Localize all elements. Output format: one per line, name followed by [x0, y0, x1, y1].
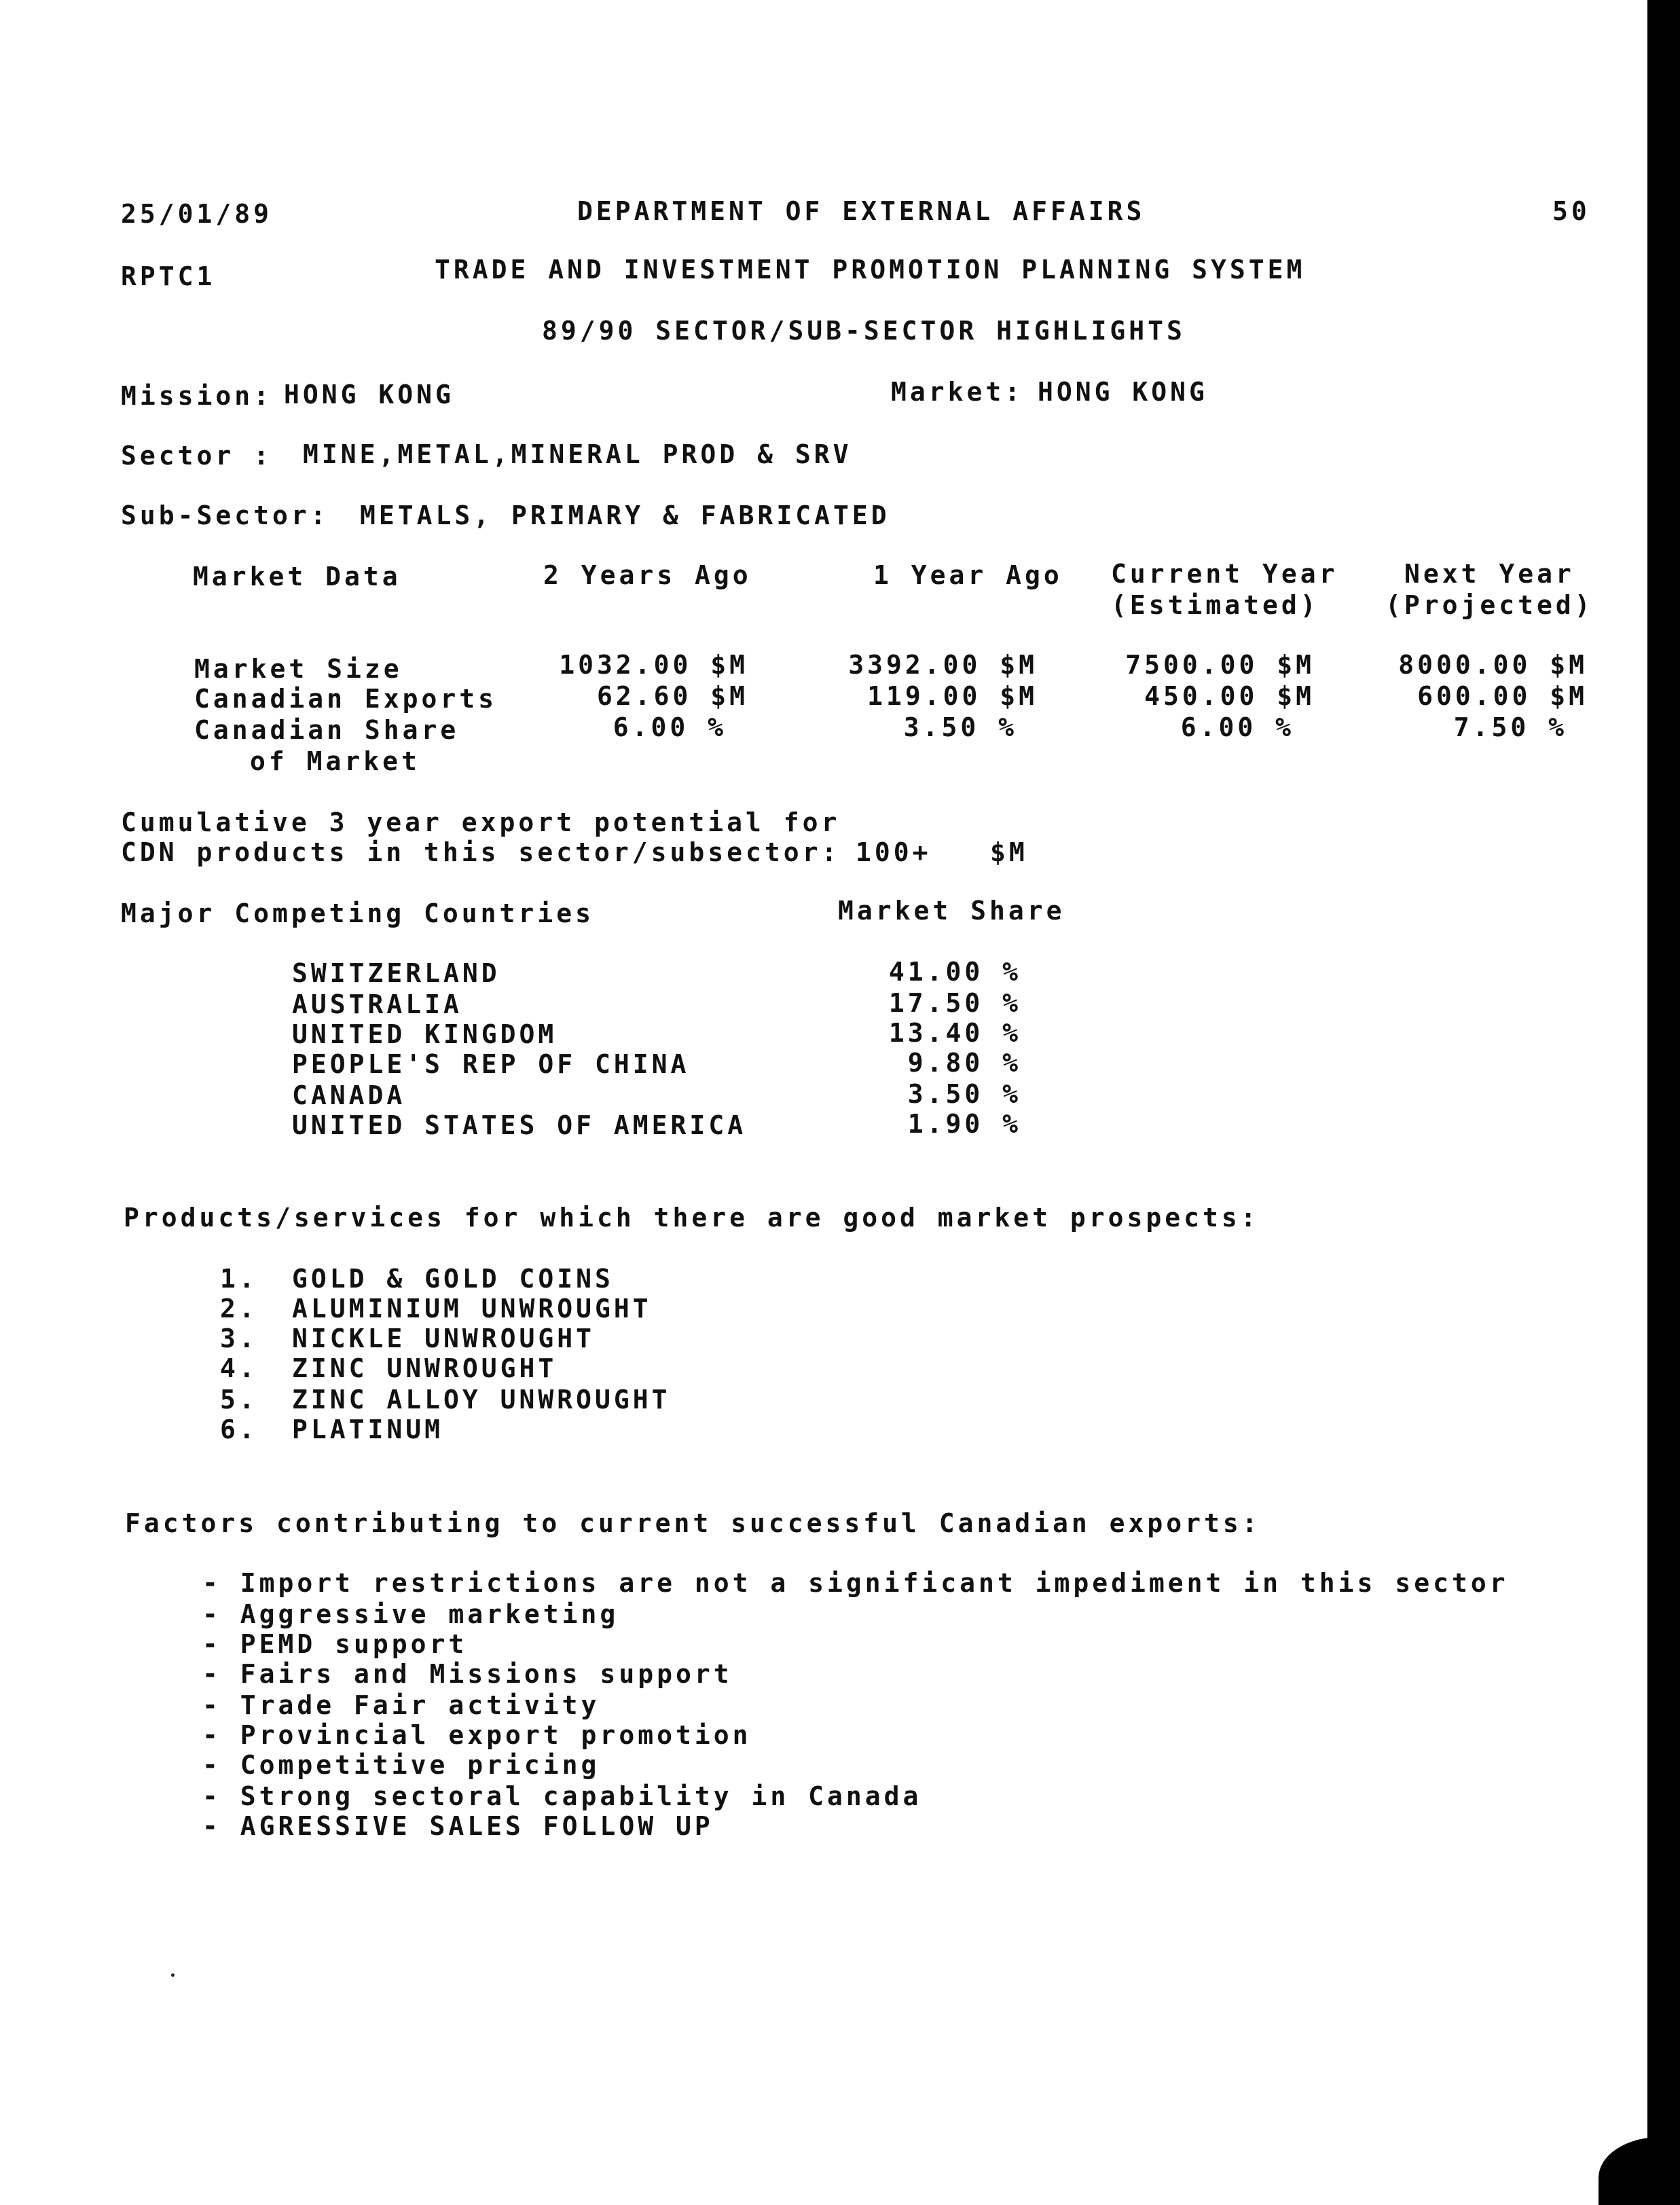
cell-current-year: 450.00 $M — [1144, 681, 1315, 711]
list-item: - PEMD support — [202, 1629, 468, 1659]
cell-1-year: 119.00 $M — [867, 681, 1038, 711]
subsector-value: METALS, PRIMARY & FABRICATED — [360, 500, 890, 530]
country-share: 3.50 % — [907, 1079, 1021, 1109]
table-header-current-year: Current Year — [1111, 559, 1338, 589]
row-label: Market Size — [194, 654, 403, 684]
list-item: - Competitive pricing — [202, 1750, 600, 1780]
list-item: - Aggressive marketing — [202, 1599, 619, 1629]
table-header-estimated: (Estimated) — [1111, 590, 1319, 620]
table-header-projected: (Projected) — [1385, 590, 1594, 620]
item-number: 1. — [220, 1264, 258, 1294]
row-label: Canadian Exports — [194, 684, 498, 714]
potential-unit: $M — [990, 837, 1028, 867]
cell-next-year: 600.00 $M — [1417, 681, 1588, 711]
market-label: Market: — [891, 377, 1024, 407]
potential-line-2: CDN products in this sector/subsector: — [121, 837, 841, 867]
table-header-1-year: 1 Year Ago — [873, 560, 1063, 590]
system-title: TRADE AND INVESTMENT PROMOTION PLANNING SYSTEM — [435, 255, 1306, 285]
item-number: 4. — [220, 1353, 258, 1383]
item-number: 3. — [220, 1324, 258, 1353]
list-item: - Trade Fair activity — [202, 1690, 600, 1720]
country-name: CANADA — [292, 1080, 406, 1110]
cell-current-year: 6.00 % — [1180, 712, 1294, 742]
table-header-2-years: 2 Years Ago — [543, 560, 752, 590]
item-text: ZINC ALLOY UNWROUGHT — [292, 1385, 671, 1415]
sector-value: MINE,METAL,MINERAL PROD & SRV — [303, 439, 852, 469]
item-number: 2. — [220, 1294, 258, 1324]
list-item: - Provincial export promotion — [202, 1720, 752, 1750]
cell-next-year: 8000.00 $M — [1398, 650, 1588, 680]
item-text: ZINC UNWROUGHT — [292, 1353, 558, 1383]
item-number: 6. — [220, 1415, 258, 1444]
prospects-header: Products/services for which there are good market prospects: — [124, 1203, 1260, 1233]
competitors-header: Major Competing Countries — [121, 898, 594, 928]
department-title: DEPARTMENT OF EXTERNAL AFFAIRS — [577, 196, 1146, 226]
cell-1-year: 3392.00 $M — [848, 650, 1038, 680]
scan-speck — [171, 1973, 175, 1977]
item-number: 5. — [220, 1385, 258, 1415]
country-name: PEOPLE'S REP OF CHINA — [292, 1049, 690, 1079]
list-item: - Strong sectoral capability in Canada — [202, 1781, 922, 1811]
scan-edge — [1647, 0, 1680, 2205]
cell-current-year: 7500.00 $M — [1125, 650, 1315, 680]
row-label-continued: of Market — [250, 746, 420, 776]
potential-line-1: Cumulative 3 year export potential for — [121, 807, 841, 837]
market-value: HONG KONG — [1038, 377, 1208, 407]
row-label: Canadian Share — [194, 715, 460, 745]
report-subtitle: 89/90 SECTOR/SUB-SECTOR HIGHLIGHTS — [542, 316, 1186, 346]
market-share-header: Market Share — [838, 896, 1065, 926]
country-name: UNITED STATES OF AMERICA — [292, 1110, 747, 1140]
subsector-label: Sub-Sector: — [121, 500, 329, 530]
item-text: GOLD & GOLD COINS — [292, 1264, 614, 1294]
item-text: ALUMINIUM UNWROUGHT — [292, 1294, 652, 1324]
page-number: 50 — [1552, 196, 1590, 226]
cell-2-years: 6.00 % — [613, 712, 727, 742]
country-share: 9.80 % — [907, 1048, 1021, 1078]
table-header-label: Market Data — [193, 562, 401, 591]
country-share: 17.50 % — [888, 988, 1021, 1018]
country-name: SWITZERLAND — [292, 958, 500, 988]
item-text: PLATINUM — [292, 1415, 444, 1444]
list-item: - Fairs and Missions support — [202, 1659, 733, 1689]
potential-value: 100+ — [856, 837, 932, 867]
cell-2-years: 1032.00 $M — [559, 650, 748, 680]
list-item: - AGRESSIVE SALES FOLLOW UP — [202, 1811, 714, 1841]
country-share: 13.40 % — [888, 1018, 1021, 1048]
sector-label: Sector : — [121, 441, 273, 471]
scan-edge-foot — [1599, 2137, 1680, 2205]
mission-label: Mission: — [121, 381, 273, 411]
report-date: 25/01/89 — [121, 199, 273, 229]
country-name: AUSTRALIA — [292, 989, 462, 1019]
list-item: - Import restrictions are not a significant impediment in this sector — [202, 1568, 1509, 1598]
cell-next-year: 7.50 % — [1453, 712, 1567, 742]
report-id: RPTC1 — [121, 261, 216, 291]
cell-2-years: 62.60 $M — [596, 681, 748, 711]
mission-value: HONG KONG — [284, 380, 454, 409]
country-share: 41.00 % — [888, 957, 1021, 987]
table-header-next-year: Next Year — [1404, 559, 1575, 589]
country-name: UNITED KINGDOM — [292, 1019, 558, 1049]
factors-header: Factors contributing to current successful Canadian exports: — [125, 1508, 1261, 1538]
cell-1-year: 3.50 % — [903, 712, 1017, 742]
item-text: NICKLE UNWROUGHT — [292, 1324, 596, 1353]
country-share: 1.90 % — [907, 1109, 1021, 1139]
